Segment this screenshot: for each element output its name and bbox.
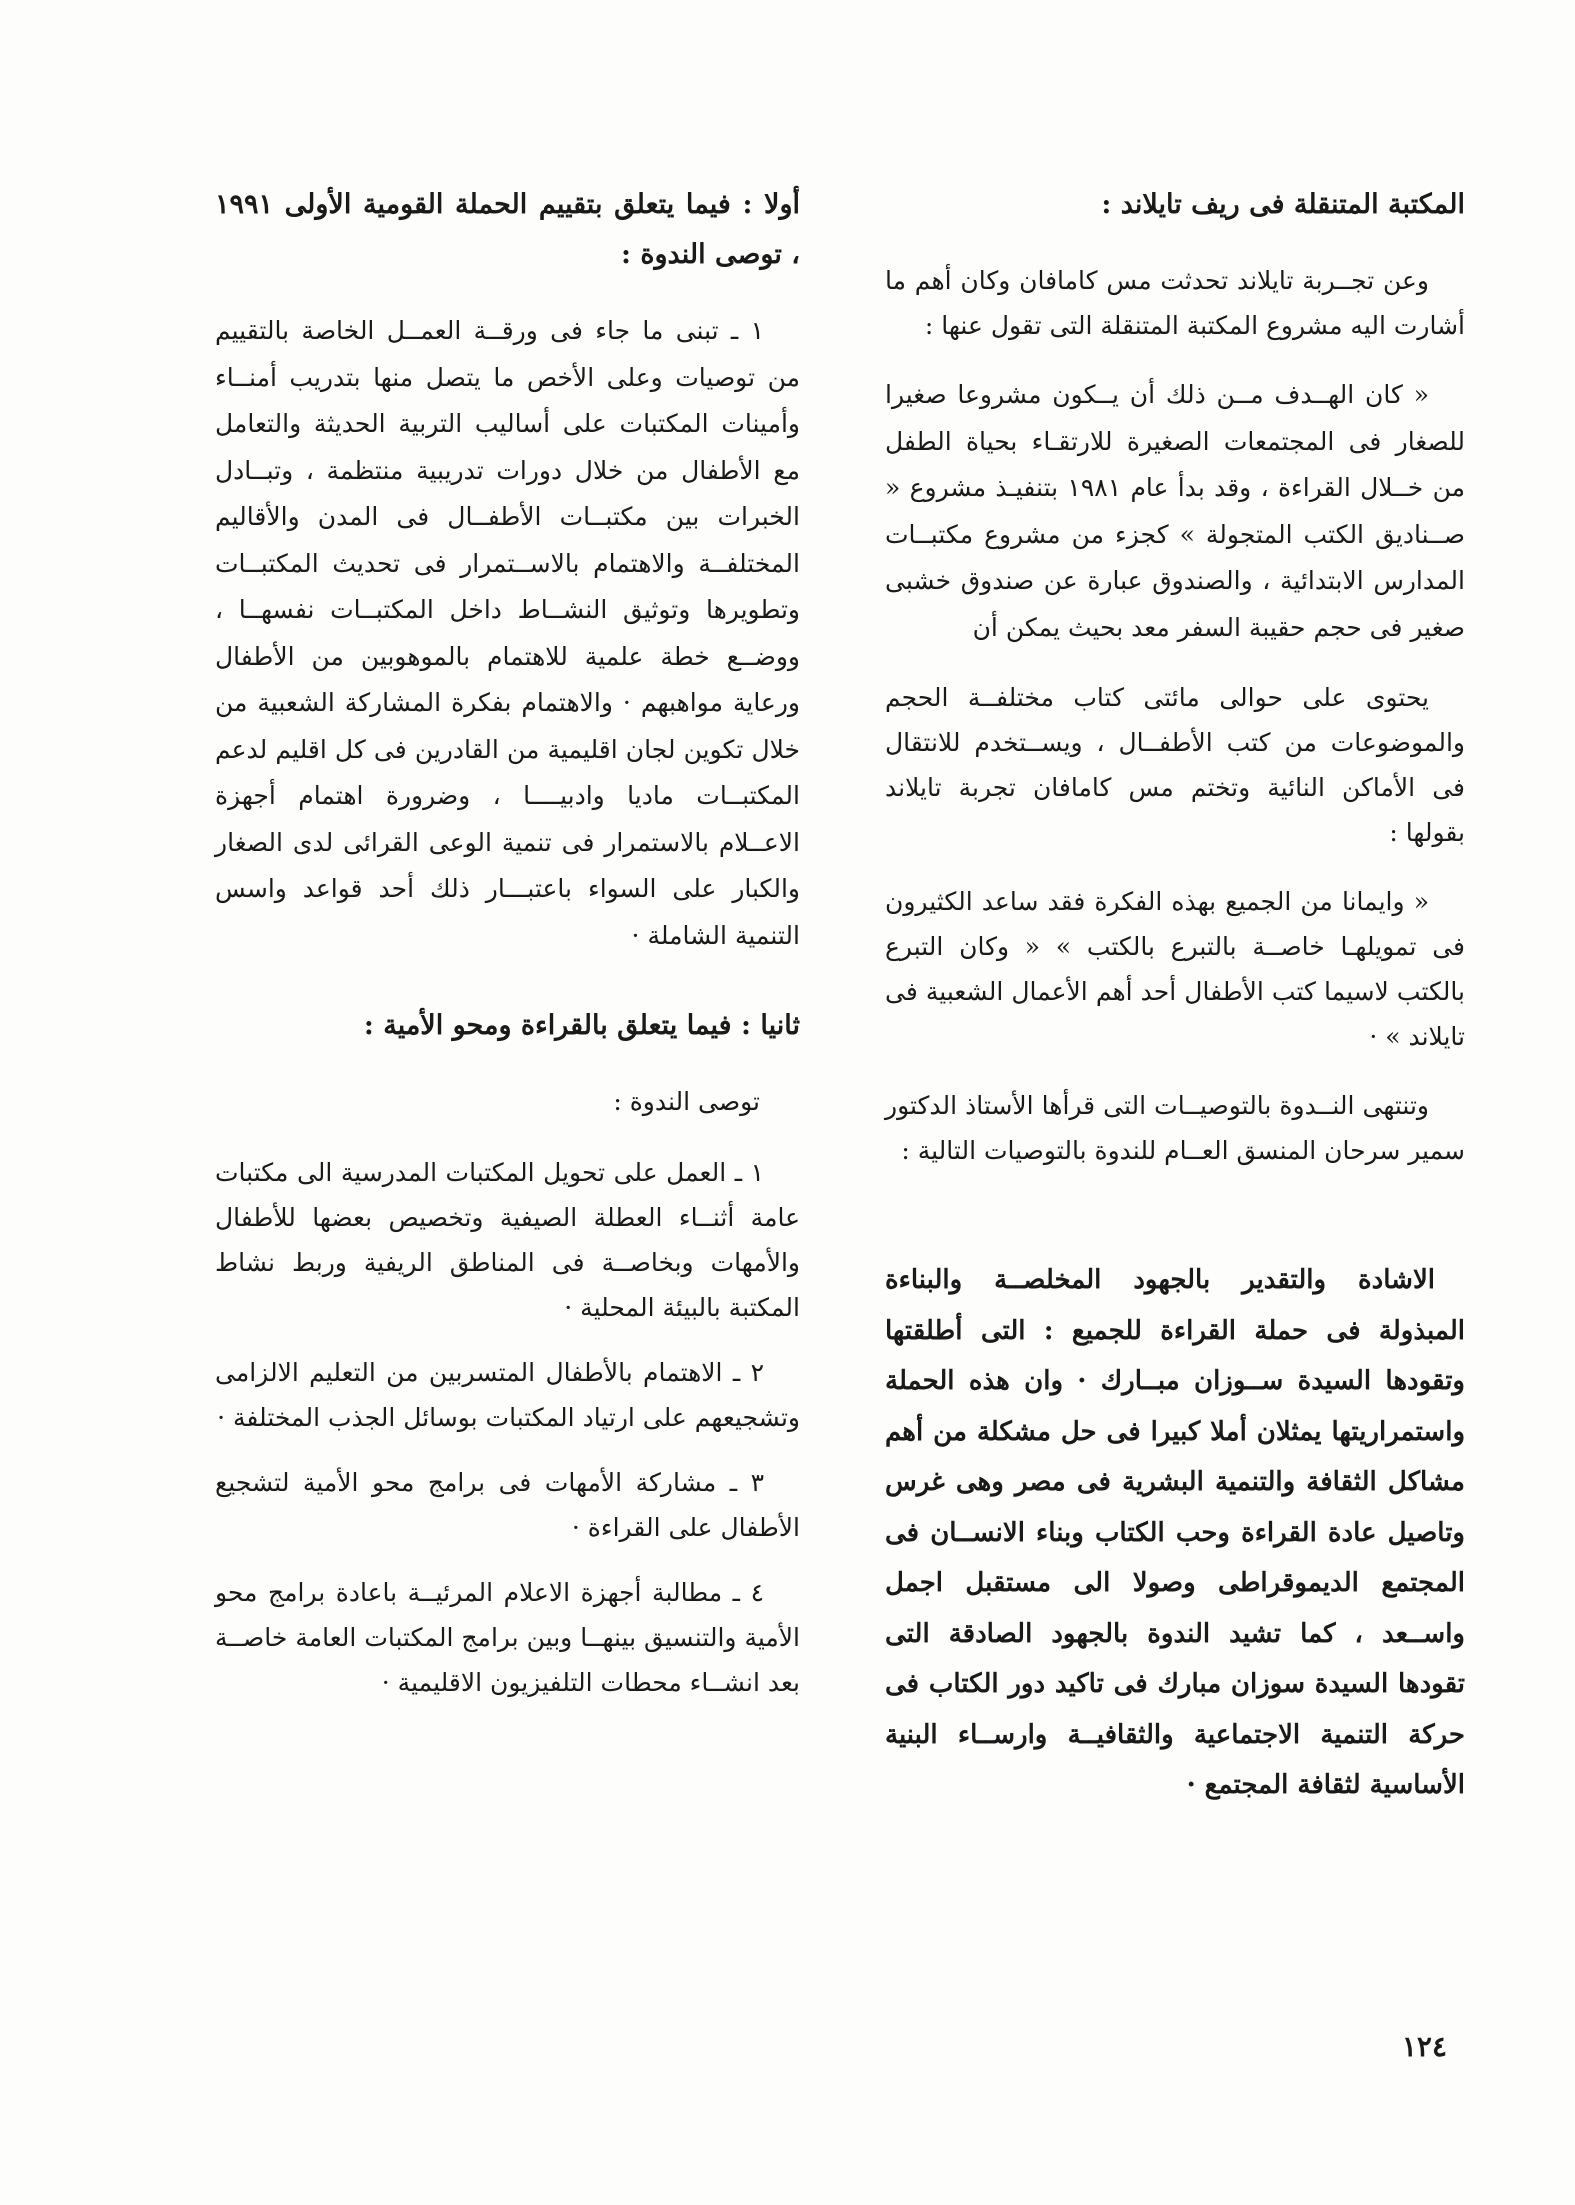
paragraph-praise-campaign: الاشادة والتقدير بالجهود المخلصــة والبناءة المبذولة فى حملة القراءة للجميع : التى أطلقتها وتقودها السيدة ســوزان مبــارك · وان هذه الحملة واستمراريتها يمثلان أملا كبيرا فى حل مشكلة من أهم مشاكل الثقافة والتنمية البشرية فى مصر وهى غرس وتاصيل عادة القراءة وحب الكتاب وبناء الانســان فى المجتمع الديموقراطى وصولا الى مستقبل اجمل واســعد ، كما تشيد الندوة بالجهود الصادقة التى تقودها السيدة سوزان مبارك فى تاكيد دور الكتاب فى حركة التنمية الاجتماعية والثقافيــة وارســاء البنية الأساسية لثقافة المجتمع · <box>885 1265 1465 1800</box>
paragraph-recommendations-intro: وتنتهى النــدوة بالتوصيــات التى قرأها الأستاذ الدكتور سمير سرحان المنسق العــام للندوة بالتوصيات التالية : <box>885 1091 1465 1165</box>
section-heading-mobile-library: المكتبة المتنقلة فى ريف تايلاند : <box>1101 189 1465 220</box>
paragraph-box-contents: يحتوى على حوالى مائتى كتاب مختلفــة الحجم والموضوعات من كتب الأطفــال ، ويســتخدم للانتقال فى الأماكن النائية وتختم مس كامافان تجربة تايلاند بقولها : <box>885 683 1465 847</box>
recommendation-item-1: ١ ـ تبنى ما جاء فى ورقــة العمــل الخاصة بالتقييم من توصيات وعلى الأخص ما يتصل منها بتدريب أمنــاء وأمينات المكتبات على أساليب التربية الحديثة والتعامل مع الأطفال من خلال دورات تدريبية منتظمة ، وتبــادل الخبرات بين مكتبــات الأطفــال فى المدن والأقاليم المختلفــة والاهتمام بالاســتمرار فى تحديث المكتبــات وتطويرها وتوثيق النشــاط داخل المكتبــات نفسهــا ، ووضــع خطة علمية للاهتمام بالموهوبين من الأطفال ورعاية مواهبهم · والاهتمام بفكرة المشاركة الشعبية من خلال تكوين لجان اقليمية من القادرين فى كل اقليم لدعم المكتبــات ماديا وادبيــــا ، وضرورة اهتمام أجهزة الاعــلام بالاستمرار فى تنمية الوعى القرائى لدى الصغار والكبار على السواء باعتبـــار ذلك أحد قواعد واسس التنمية الشاملة · <box>215 316 800 950</box>
literacy-item-2: ٢ ـ الاهتمام بالأطفال المتسربين من التعليم الالزامى وتشجيعهم على ارتياد المكتبات بوسائل الجذب المختلفة · <box>215 1358 800 1432</box>
paragraph-thailand-experience: وعن تجــربة تايلاند تحدثت مس كامافان وكان أهم ما أشارت اليه مشروع المكتبة المتنقلة التى تقول عنها : <box>885 266 1465 340</box>
paragraph-project-goal: « كان الهــدف مــن ذلك أن يــكون مشروعا صغيرا للصغار فى المجتمعات الصغيرة للارتقـاء بحياة الطفل من خــلال القراءة ، وقد بدأ عام ١٩٨١ بتنفيـذ مشروع « صــناديق الكتب المتجولة » كجزء من مشروع مكتبــات المدارس الابتدائية ، والصندوق عبارة عن صندوق خشبى صغير فى حجم حقيبة السفر معد بحيث يمكن أن <box>885 380 1465 642</box>
right-column <box>885 180 1465 1811</box>
literacy-item-1: ١ ـ العمل على تحويل المكتبات المدرسية الى مكتبات عامة أثنــاء العطلة الصيفية وتخصيص بعضها للأطفال والأمهات وبخاصــة فى المناطق الريفية وربط نشاط المكتبة بالبيئة المحلية · <box>215 1158 800 1322</box>
section-heading-first: أولا : فيما يتعلق بتقييم الحملة القومية الأولى ١٩٩١ ، توصى الندوة : <box>215 189 800 270</box>
column-gap <box>885 1197 1465 1255</box>
paragraph-donations: « وايمانا من الجميع بهذه الفكرة فقد ساعد الكثيرون فى تمويلهـا خاصــة بالتبرع بالكتب » « وكان التبرع بالكتب لاسيما كتب الأطفال أحد أهم الأعمال الشعبية فى تايلاند » · <box>885 887 1465 1051</box>
page-number: ١٢٤ <box>1401 2030 1447 2063</box>
left-column <box>215 180 800 1725</box>
literacy-item-4: ٤ ـ مطالبة أجهزة الاعلام المرئيــة باعادة برامج محو الأمية والتنسيق بينهــا وبين برامج المكتبات العامة خاصــة بعد انشــاء محطات التلفيزيون الاقليمية · <box>215 1578 800 1697</box>
subheading-recommends: توصى الندوة : <box>613 1087 760 1116</box>
literacy-item-3: ٣ ـ مشاركة الأمهات فى برامج محو الأمية لتشجيع الأطفال على القراءة · <box>215 1468 800 1542</box>
section-heading-second: ثانيا : فيما يتعلق بالقراءة ومحو الأمية : <box>363 1010 800 1041</box>
column-gap <box>215 983 800 1001</box>
